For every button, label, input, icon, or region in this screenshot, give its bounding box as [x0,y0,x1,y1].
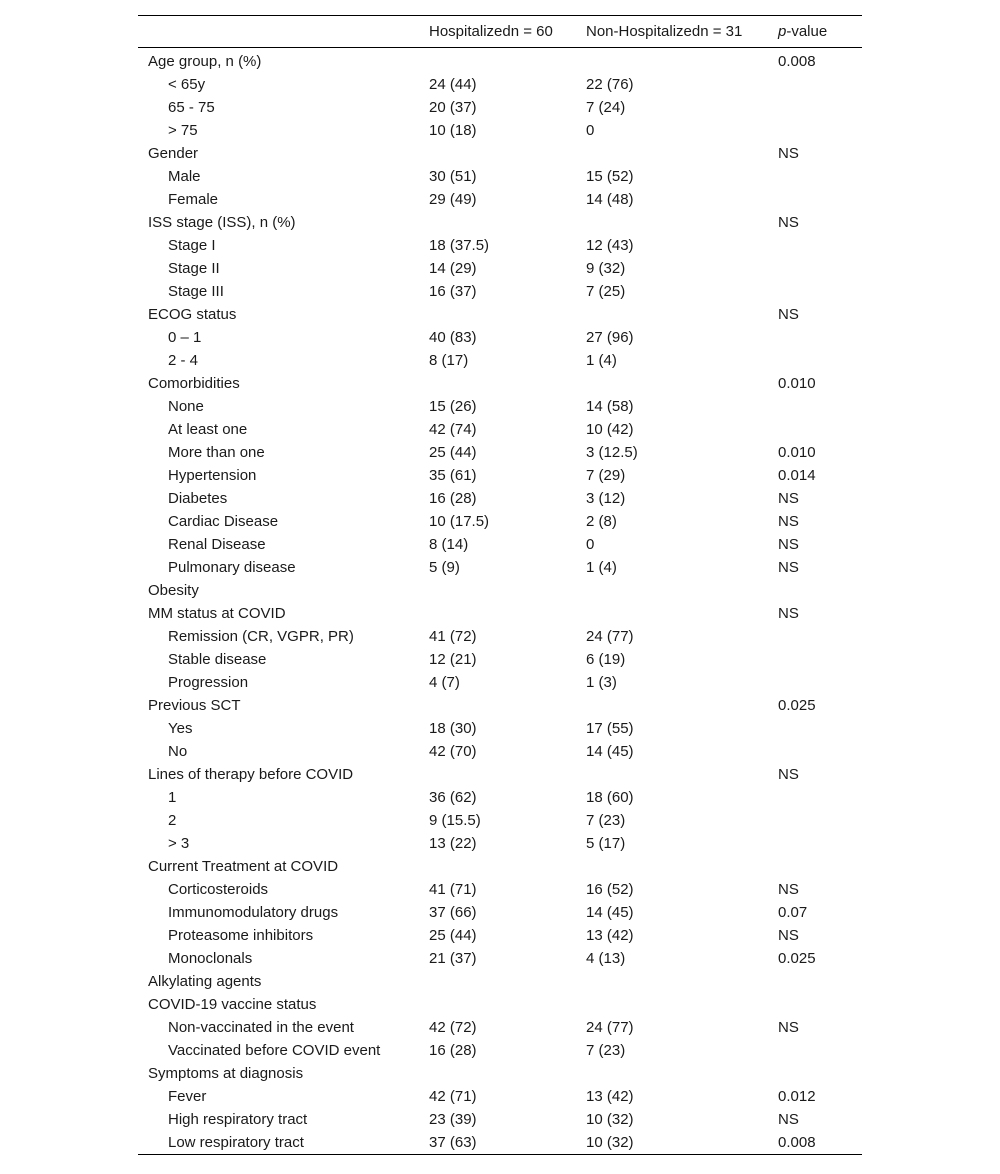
row-label: Low respiratory tract [168,1134,304,1151]
row-label: Alkylating agents [148,973,262,990]
non-hospitalized-value: 3 (12) [586,490,626,507]
hospitalized-value: 23 (39) [429,1111,477,1128]
hospitalized-value [429,993,586,1016]
p-value: 0.07 [778,904,808,921]
table-row [138,809,862,832]
row-label: 2 [168,812,177,829]
table-header-row [138,16,862,48]
non-hospitalized-value [586,993,778,1016]
hospitalized-value: 35 (61) [429,467,477,484]
p-value [778,671,862,694]
non-hospitalized-value: 3 (12.5) [586,444,638,461]
p-value [778,970,862,993]
hospitalized-value [429,970,586,993]
hospitalized-value: 13 (22) [429,835,477,852]
hospitalized-value: 10 (17.5) [429,513,490,530]
hospitalized-value [429,602,586,625]
hospitalized-value: 41 (72) [429,628,477,645]
row-label: Progression [168,674,249,691]
p-value [778,280,862,303]
row-label: Non-vaccinated in the event [168,1019,354,1036]
table-row [138,1131,862,1155]
non-hospitalized-value: 0 [586,122,595,139]
table-row [138,648,862,671]
header-p-value [778,16,862,48]
row-label: Comorbidities [148,375,240,392]
hospitalized-value [429,303,586,326]
p-value: 0.025 [778,697,816,714]
p-value [778,809,862,832]
non-hospitalized-value: 1 (3) [586,674,617,691]
row-label: Yes [168,720,193,737]
non-hospitalized-value: 27 (96) [586,329,634,346]
table-row [138,96,862,119]
header-p-italic: p [778,23,787,40]
p-value: NS [778,214,799,231]
row-label: Renal Disease [168,536,266,553]
row-label: Remission (CR, VGPR, PR) [168,628,354,645]
hospitalized-value: 14 (29) [429,260,477,277]
non-hospitalized-value: 13 (42) [586,1088,634,1105]
row-label: Stage II [168,260,220,277]
table-row [138,280,862,303]
hospitalized-value: 4 (7) [429,674,460,691]
row-label: Fever [168,1088,207,1105]
p-value [778,73,862,96]
hospitalized-value: 30 (51) [429,168,477,185]
p-value [778,119,862,142]
hospitalized-value: 15 (26) [429,398,477,415]
p-value [778,832,862,855]
row-label: Diabetes [168,490,228,507]
non-hospitalized-value: 7 (29) [586,467,626,484]
non-hospitalized-value [586,303,778,326]
table-row [138,556,862,579]
row-label: No [168,743,188,760]
hospitalized-value: 29 (49) [429,191,477,208]
hospitalized-value: 25 (44) [429,927,477,944]
non-hospitalized-value [586,579,778,602]
table-row [138,579,862,602]
p-value [778,395,862,418]
non-hospitalized-value [586,142,778,165]
row-label: ISS stage (ISS), n (%) [148,214,296,231]
non-hospitalized-value: 5 (17) [586,835,626,852]
p-value [778,786,862,809]
non-hospitalized-value: 7 (25) [586,283,626,300]
non-hospitalized-value [586,763,778,786]
row-label: ECOG status [148,306,237,323]
p-value [778,257,862,280]
table-body [138,48,862,1155]
hospitalized-value [429,211,586,234]
p-value [778,740,862,763]
row-label: Male [168,168,201,185]
row-label: Lines of therapy before COVID [148,766,354,783]
row-label: Monoclonals [168,950,253,967]
hospitalized-value: 10 (18) [429,122,477,139]
non-hospitalized-value [586,970,778,993]
non-hospitalized-value: 14 (45) [586,743,634,760]
table-row [138,234,862,257]
non-hospitalized-value: 6 (19) [586,651,626,668]
hospitalized-value: 9 (15.5) [429,812,481,829]
row-label: < 65y [168,76,206,93]
row-label: Obesity [148,582,199,599]
table-row [138,372,862,395]
table-row [138,763,862,786]
non-hospitalized-value: 13 (42) [586,927,634,944]
row-label: > 3 [168,835,190,852]
hospitalized-value [429,48,586,74]
table-row [138,48,862,74]
table-row [138,1039,862,1062]
row-label: > 75 [168,122,198,139]
hospitalized-value: 20 (37) [429,99,477,116]
characteristics-table-container [138,15,862,1155]
p-value [778,349,862,372]
non-hospitalized-value: 15 (52) [586,168,634,185]
table-row [138,533,862,556]
hospitalized-value: 12 (21) [429,651,477,668]
table-row [138,947,862,970]
row-label: High respiratory tract [168,1111,308,1128]
p-value: NS [778,1111,799,1128]
hospitalized-value: 16 (28) [429,1042,477,1059]
non-hospitalized-value [586,48,778,74]
p-value: NS [778,881,799,898]
table-row [138,418,862,441]
non-hospitalized-value: 10 (32) [586,1111,634,1128]
header-hospitalized: Hospitalizedn = 60 [429,23,553,40]
hospitalized-value: 5 (9) [429,559,460,576]
table-row [138,694,862,717]
table-row [138,717,862,740]
table-row [138,1062,862,1085]
table-row [138,786,862,809]
table-row [138,303,862,326]
row-label: Gender [148,145,199,162]
non-hospitalized-value: 7 (23) [586,812,626,829]
p-value: NS [778,605,799,622]
table-row [138,441,862,464]
table-row [138,924,862,947]
p-value: NS [778,306,799,323]
non-hospitalized-value: 10 (42) [586,421,634,438]
non-hospitalized-value: 14 (58) [586,398,634,415]
hospitalized-value: 8 (17) [429,352,469,369]
hospitalized-value [429,579,586,602]
p-value: NS [778,490,799,507]
p-value [778,234,862,257]
table-row [138,1016,862,1039]
p-value: 0.014 [778,467,816,484]
non-hospitalized-value [586,211,778,234]
table-row [138,878,862,901]
p-value: 0.025 [778,950,816,967]
table-row [138,1108,862,1131]
table-row [138,602,862,625]
non-hospitalized-value: 16 (52) [586,881,634,898]
p-value [778,165,862,188]
p-value [778,1062,862,1085]
header-non-hospitalized: Non-Hospitalizedn = 31 [586,23,743,40]
hospitalized-value: 24 (44) [429,76,477,93]
table-row [138,165,862,188]
row-label: Corticosteroids [168,881,269,898]
non-hospitalized-value: 14 (48) [586,191,634,208]
row-label: Hypertension [168,467,257,484]
table-row [138,349,862,372]
non-hospitalized-value [586,855,778,878]
p-value [778,648,862,671]
hospitalized-value: 42 (74) [429,421,477,438]
table-row [138,395,862,418]
row-label: Immunomodulatory drugs [168,904,339,921]
p-value: 0.010 [778,444,816,461]
hospitalized-value [429,142,586,165]
non-hospitalized-value: 24 (77) [586,628,634,645]
p-value [778,717,862,740]
row-label: Pulmonary disease [168,559,296,576]
p-value: NS [778,559,799,576]
row-label: Current Treatment at COVID [148,858,339,875]
hospitalized-value: 41 (71) [429,881,477,898]
p-value: 0.008 [778,53,816,70]
row-label: Stable disease [168,651,267,668]
hospitalized-value: 16 (37) [429,283,477,300]
table-row [138,993,862,1016]
p-value [778,418,862,441]
table-row [138,119,862,142]
non-hospitalized-value: 7 (24) [586,99,626,116]
non-hospitalized-value: 18 (60) [586,789,634,806]
table-row [138,740,862,763]
hospitalized-value: 42 (72) [429,1019,477,1036]
non-hospitalized-value: 9 (32) [586,260,626,277]
hospitalized-value: 37 (63) [429,1134,477,1151]
p-value: NS [778,145,799,162]
non-hospitalized-value: 4 (13) [586,950,626,967]
non-hospitalized-value: 2 (8) [586,513,617,530]
row-label: Cardiac Disease [168,513,279,530]
hospitalized-value: 37 (66) [429,904,477,921]
p-value: NS [778,1019,799,1036]
hospitalized-value: 40 (83) [429,329,477,346]
table-row [138,1085,862,1108]
hospitalized-value: 42 (71) [429,1088,477,1105]
table-row [138,855,862,878]
p-value [778,188,862,211]
hospitalized-value [429,372,586,395]
row-label: Vaccinated before COVID event [168,1042,381,1059]
non-hospitalized-value: 1 (4) [586,559,617,576]
header-p-suffix: -value [786,23,828,40]
hospitalized-value: 42 (70) [429,743,477,760]
row-label: Stage I [168,237,216,254]
row-label: At least one [168,421,248,438]
non-hospitalized-value [586,694,778,717]
characteristics-table [138,15,862,1155]
hospitalized-value [429,855,586,878]
table-row [138,142,862,165]
row-label: Age group, n (%) [148,53,262,70]
row-label: None [168,398,204,415]
table-row [138,832,862,855]
hospitalized-value [429,694,586,717]
p-value [778,625,862,648]
table-row [138,510,862,533]
hospitalized-value: 18 (30) [429,720,477,737]
row-label: MM status at COVID [148,605,286,622]
p-value: NS [778,766,799,783]
hospitalized-value: 25 (44) [429,444,477,461]
p-value [778,1039,862,1062]
non-hospitalized-value [586,602,778,625]
table-row [138,73,862,96]
p-value: NS [778,513,799,530]
table-row [138,901,862,924]
row-label: More than one [168,444,265,461]
row-label: Previous SCT [148,697,241,714]
table-row [138,257,862,280]
hospitalized-value: 21 (37) [429,950,477,967]
hospitalized-value [429,1062,586,1085]
table-row [138,188,862,211]
row-label: Symptoms at diagnosis [148,1065,304,1082]
non-hospitalized-value: 12 (43) [586,237,634,254]
header-variable [138,16,429,48]
hospitalized-value: 8 (14) [429,536,469,553]
row-label: 65 - 75 [168,99,215,116]
table-row [138,625,862,648]
hospitalized-value: 16 (28) [429,490,477,507]
hospitalized-value: 36 (62) [429,789,477,806]
table-row [138,326,862,349]
p-value [778,579,862,602]
table-row [138,970,862,993]
non-hospitalized-value: 10 (32) [586,1134,634,1151]
non-hospitalized-value [586,372,778,395]
table-row [138,487,862,510]
row-label: Stage III [168,283,224,300]
row-label: Proteasome inhibitors [168,927,314,944]
p-value [778,96,862,119]
non-hospitalized-value: 0 [586,536,595,553]
p-value [778,326,862,349]
p-value: 0.010 [778,375,816,392]
p-value [778,855,862,878]
row-label: Female [168,191,219,208]
non-hospitalized-value: 1 (4) [586,352,617,369]
non-hospitalized-value [586,1062,778,1085]
p-value: 0.008 [778,1134,816,1151]
p-value: NS [778,927,799,944]
non-hospitalized-value: 22 (76) [586,76,634,93]
table-row [138,211,862,234]
non-hospitalized-value: 7 (23) [586,1042,626,1059]
p-value [778,993,862,1016]
row-label: COVID-19 vaccine status [148,996,317,1013]
p-value: 0.012 [778,1088,816,1105]
p-value: NS [778,536,799,553]
non-hospitalized-value: 17 (55) [586,720,634,737]
hospitalized-value [429,763,586,786]
row-label: 0 – 1 [168,329,202,346]
non-hospitalized-value: 24 (77) [586,1019,634,1036]
row-label: 1 [168,789,177,806]
hospitalized-value: 18 (37.5) [429,237,490,254]
non-hospitalized-value: 14 (45) [586,904,634,921]
table-row [138,671,862,694]
row-label: 2 - 4 [168,352,199,369]
table-row [138,464,862,487]
